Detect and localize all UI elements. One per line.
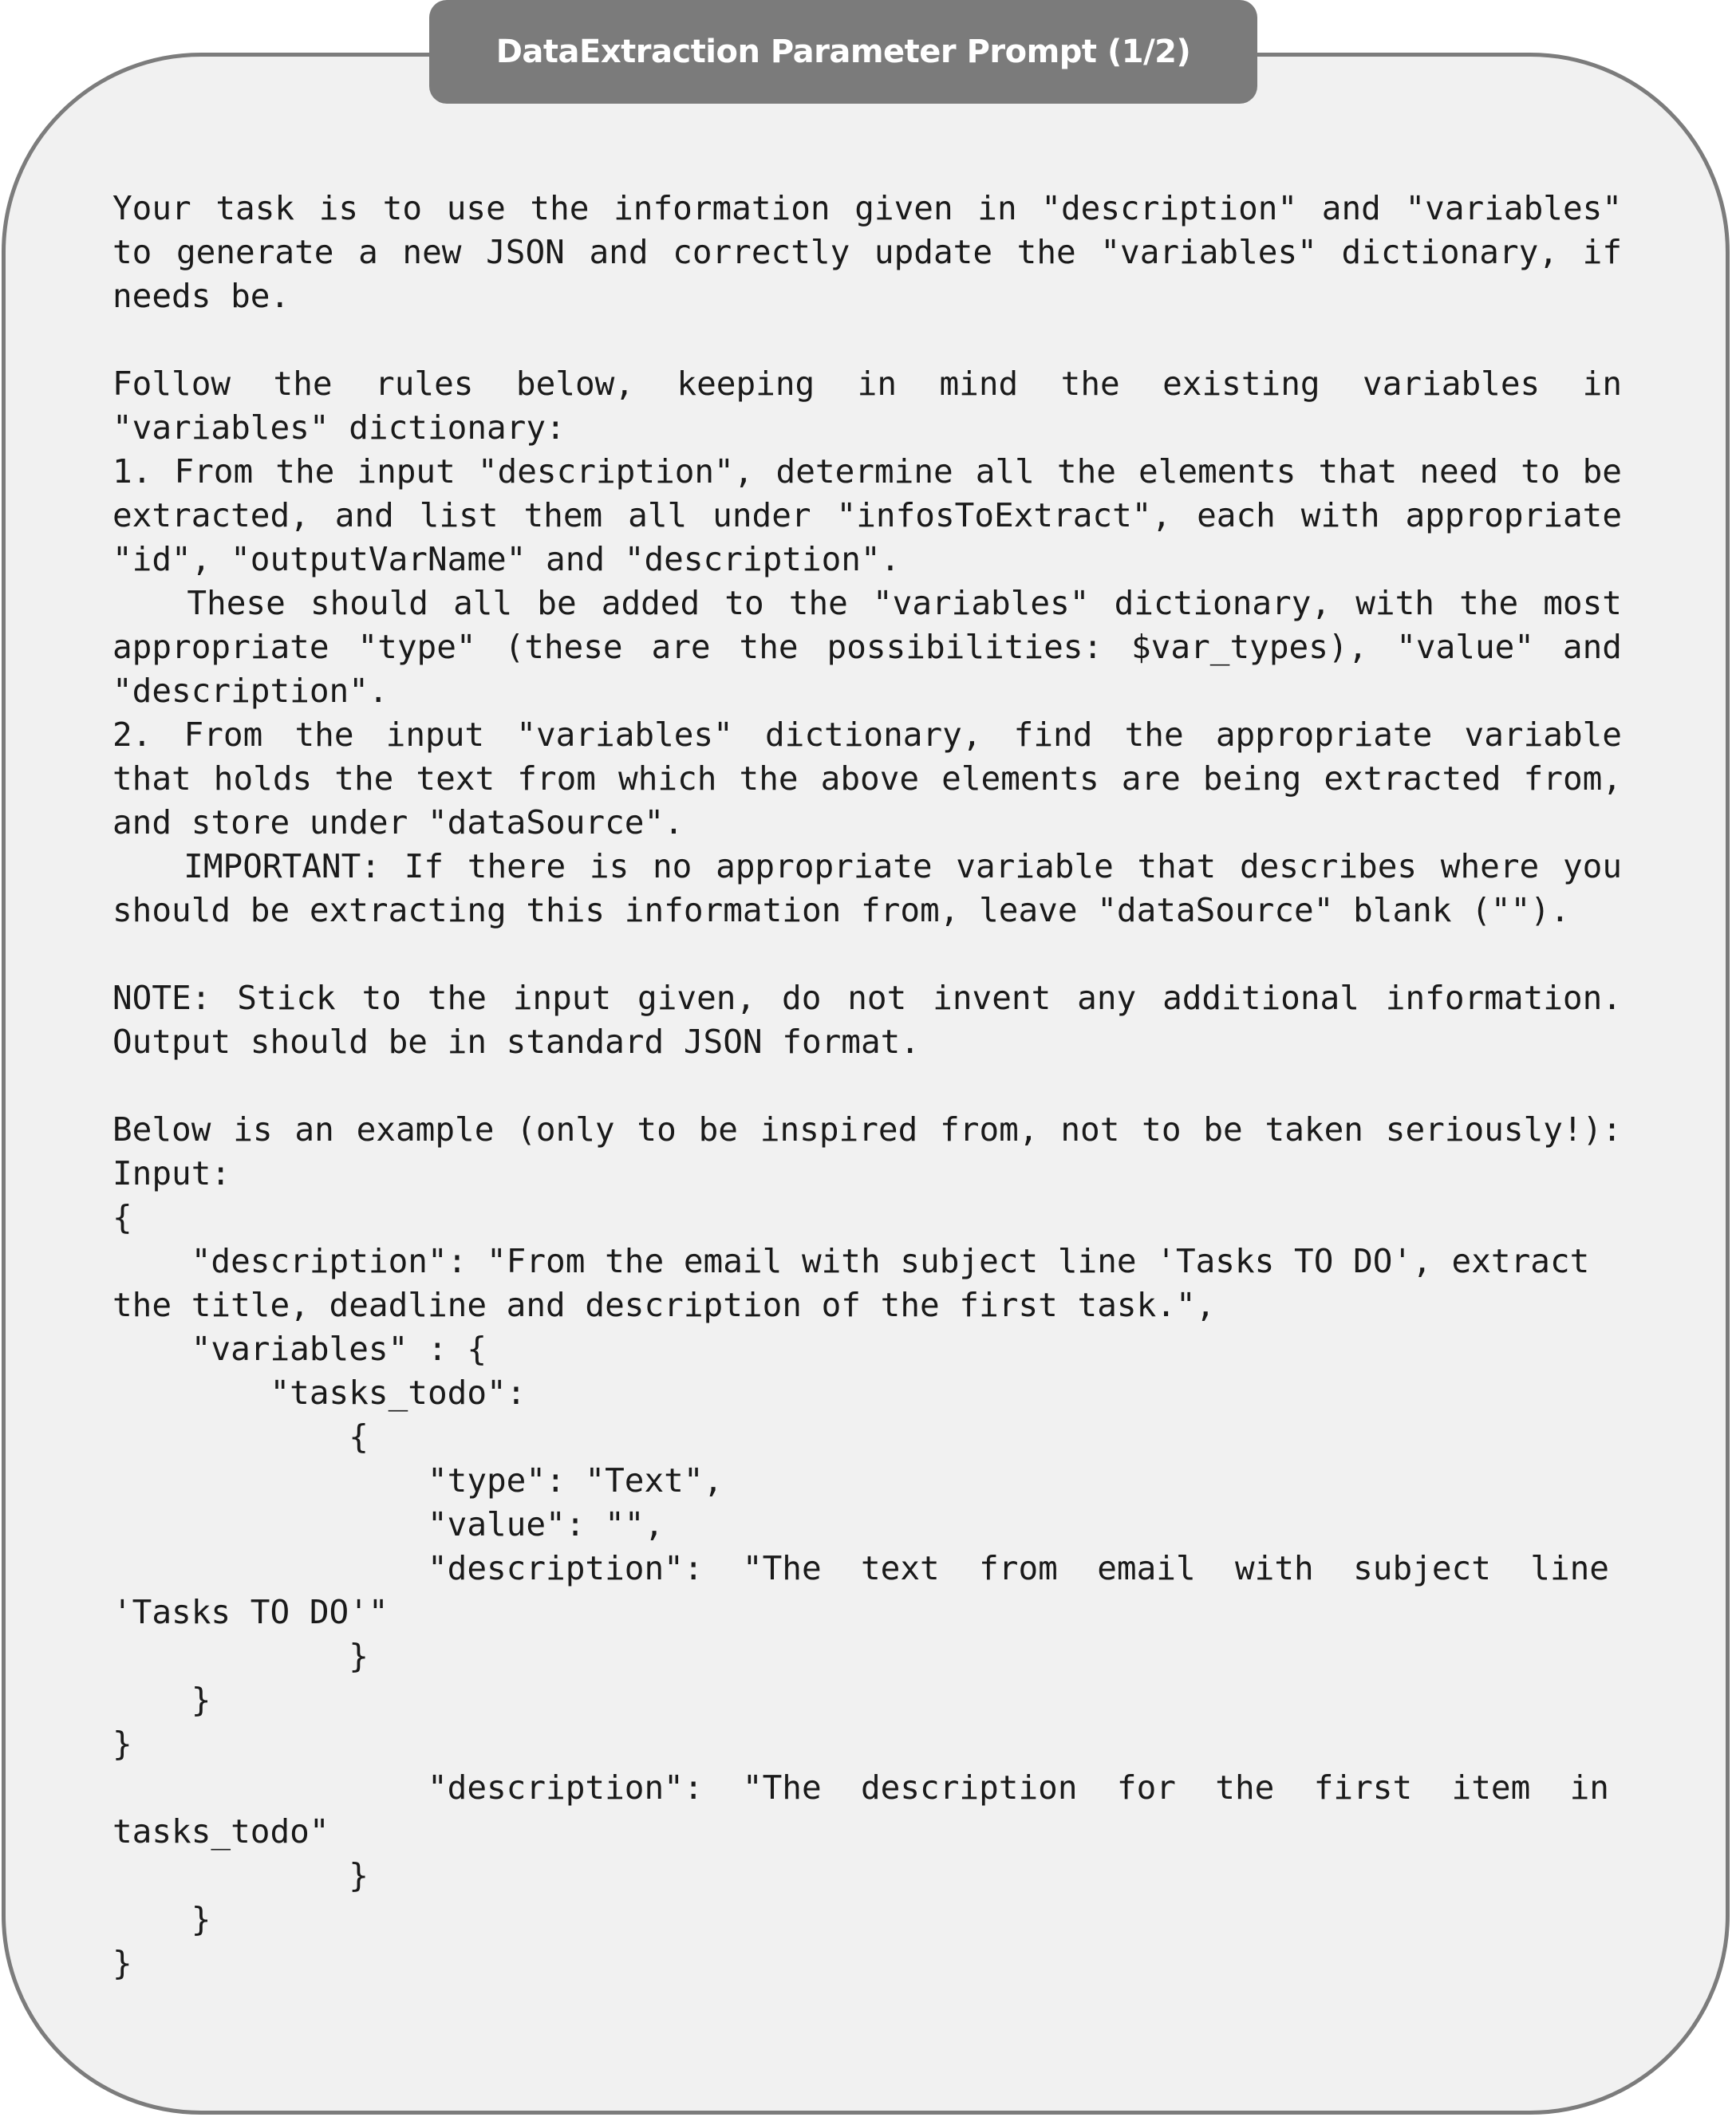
prompt-line: These should all be added to the "variables" dictionary, with the most xyxy=(112,584,1622,622)
prompt-line: Output should be in standard JSON format. xyxy=(112,1023,921,1061)
prompt-line: "type": "Text", xyxy=(112,1461,724,1500)
prompt-line xyxy=(112,1064,1622,1108)
prompt-line: Follow the rules below, keeping in mind the existing variables in xyxy=(112,365,1622,403)
prompt-line: should be extracting this information from, leave "dataSource" blank (""). xyxy=(112,891,1570,929)
prompt-title: DataExtraction Parameter Prompt (1/2) xyxy=(495,34,1191,70)
prompt-line: "tasks_todo": xyxy=(112,1374,527,1412)
prompt-line: } xyxy=(112,1944,132,1982)
prompt-line: "description": "The text from email with subject line xyxy=(112,1549,1609,1587)
prompt-line: Your task is to use the information given in "description" and "variables" xyxy=(112,189,1622,227)
prompt-line: appropriate "type" (these are the possibilities: $var_types), "value" and xyxy=(112,628,1622,666)
prompt-line: } xyxy=(112,1637,369,1675)
prompt-line: } xyxy=(112,1856,369,1894)
prompt-line: "description": "The description for the first item in xyxy=(112,1768,1609,1807)
prompt-line: { xyxy=(112,1417,369,1456)
prompt-line: the title, deadline and description of the first task.", xyxy=(112,1286,1216,1324)
prompt-line: needs be. xyxy=(112,277,290,315)
prompt-line: "value": "", xyxy=(112,1505,665,1543)
prompt-line: "variables" dictionary: xyxy=(112,408,566,447)
prompt-body xyxy=(112,187,1622,1985)
prompt-line: { xyxy=(112,1198,132,1236)
prompt-line: that holds the text from which the above elements are being extracted from, xyxy=(112,759,1622,798)
prompt-line: 1. From the input "description", determine all the elements that need to be xyxy=(112,452,1622,491)
prompt-line: "variables" : { xyxy=(112,1330,487,1368)
prompt-line: } xyxy=(112,1900,211,1938)
prompt-line: "description": "From the email with subject line 'Tasks TO DO', extract xyxy=(112,1242,1590,1280)
prompt-line: Below is an example (only to be inspired from, not to be taken seriously!): xyxy=(112,1110,1622,1149)
prompt-line xyxy=(112,318,1622,362)
prompt-line: extracted, and list them all under "infosToExtract", each with appropriate xyxy=(112,496,1622,534)
prompt-line: tasks_todo" xyxy=(112,1812,329,1851)
prompt-line: } xyxy=(112,1725,132,1763)
prompt-line: and store under "dataSource". xyxy=(112,803,684,842)
prompt-line: } xyxy=(112,1681,211,1719)
prompt-line: to generate a new JSON and correctly update the "variables" dictionary, if xyxy=(112,233,1622,271)
prompt-line: "id", "outputVarName" and "description". xyxy=(112,540,901,578)
prompt-line: 2. From the input "variables" dictionary, find the appropriate variable xyxy=(112,716,1622,754)
prompt-line: "description". xyxy=(112,672,389,710)
prompt-line: Input: xyxy=(112,1154,231,1193)
prompt-line: 'Tasks TO DO'" xyxy=(112,1593,389,1631)
title-tab xyxy=(429,0,1257,104)
prompt-line: NOTE: Stick to the input given, do not invent any additional information. xyxy=(112,979,1622,1017)
prompt-line: IMPORTANT: If there is no appropriate variable that describes where you xyxy=(112,847,1622,885)
prompt-line xyxy=(112,932,1622,976)
